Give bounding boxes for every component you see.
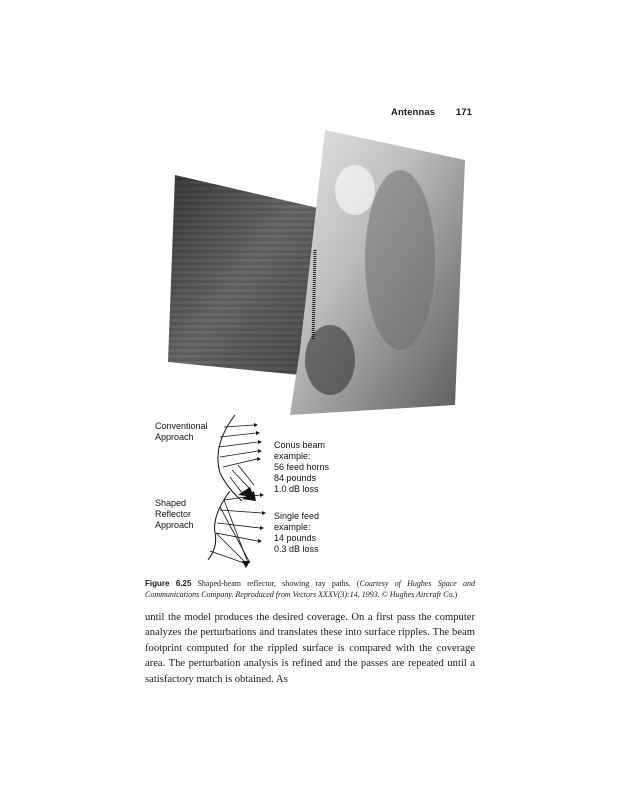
shaped-example-line-2: example: [274,522,311,532]
shaped-label-line-3: Approach [155,520,194,530]
section-title: Antennas [391,107,436,118]
running-head [391,107,472,118]
caption-close: ) [454,590,458,599]
shaped-reflector-curve [208,491,230,560]
body-paragraph: until the model produces the desired coverage. On a first pass the computer analyzes the perturbations and translates these into surface ripples. The beam footprint computed for the rippled surface is compared with the coverage area. The perturbation analysis is refined and the passes are repeated until a satisfactory match is obtained. As [145,612,475,685]
shaped-example-line-1: Single feed [274,511,320,521]
conventional-example-line-2: example: [274,451,311,461]
shaped-label-line-1: Shaped [155,498,187,508]
single-feed-horn [242,561,250,568]
conventional-rays [219,425,258,493]
ray-path-diagram [150,415,480,575]
conventional-label-line-1: Conventional [155,421,208,431]
feed-horn-cluster [238,487,256,501]
figure-caption [145,578,475,600]
conventional-example-line-1: Conus beam [274,440,326,450]
caption-text: Shaped-beam reflector, showing ray paths. ( [197,579,360,588]
conventional-example-line-3: 56 feed horns [274,462,330,472]
page-number: 171 [455,107,472,118]
shaped-rays [210,495,262,563]
caption-credit: Courtesy of Hughes Space and Communications Company. Reproduced from Vectors XXXV(3):14, 1993. © Hughes Aircraft Co. [145,579,475,599]
shaped-example-line-4: 0.3 dB loss [274,544,319,554]
reflector-photo [150,130,480,420]
conventional-label-line-2: Approach [155,432,194,442]
shaped-label-line-2: Reflector [155,509,192,519]
conventional-example-line-4: 84 pounds [274,473,317,483]
conventional-example-line-5: 1.0 dB loss [274,484,319,494]
figure-label: Figure 6.25 [145,579,192,588]
shaped-example-line-3: 14 pounds [274,533,317,543]
